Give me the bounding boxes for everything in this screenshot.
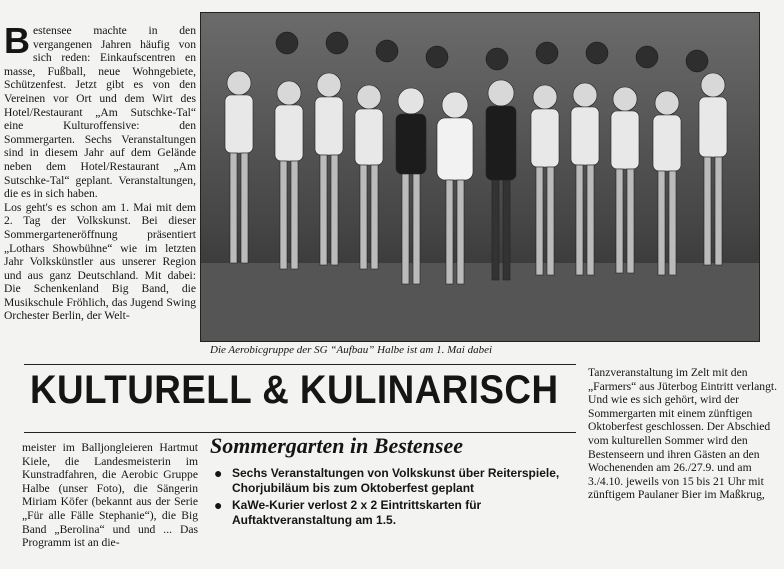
bullet-item xyxy=(214,466,586,496)
right-paragraph-1: Tanzveranstaltung im Zelt mit den „Farmers“ aus Jüterbog Eintritt verlangt. xyxy=(588,366,777,393)
aerobic-group-photo xyxy=(200,12,760,342)
paragraph-2: Los geht's es schon am 1. Mai mit dem 2. Tag der Volkskunst. Bei dieser Sommergarteneröffnung präsentiert „Lothars Showbühne“ wie im letzten Jahr Volkskünstler aus unserer Region und aus ganz Deutschland. Mit dabei: Die Schenkenland Big Band, die Musikschule Fröhlich, das Jugend Swing Orchester Berlin, der Welt- xyxy=(4,200,196,323)
photo-illustration xyxy=(201,13,759,341)
intro-paragraph xyxy=(4,20,196,201)
subheadline: Sommergarten in Bestensee xyxy=(210,433,464,458)
bullet-dot-icon: ● xyxy=(214,465,223,481)
bullet-list xyxy=(214,466,586,530)
headline: KULTURELL & KULINARISCH xyxy=(30,368,559,412)
headline-top-rule xyxy=(24,364,576,365)
paragraph-3: meister im Balljongleieren Hartmut Kiele, die Landesmeisterin im Kunstradfahren, die Aerobic Gruppe Halbe (unser Foto), die Sängerin Miriam Köfer (bekannt aus der Serie „Für alle Fälle Stephanie“), die Big Band „Berolina“ und und ... Das Programm ist an die- xyxy=(22,441,198,550)
bullet-dot-icon: ● xyxy=(214,497,223,513)
right-column xyxy=(588,366,778,502)
intro-column xyxy=(4,20,196,323)
drop-cap: B xyxy=(4,20,30,61)
intro-text: estensee machte in den vergangenen Jahren häufig von sich reden: Einkaufscentren en masse, Fußball, neue Wohngebiete, Schützenfest. Jetzt gibt es von den Vereinen vor Ort und dem Wirt des Hotel/Restaurant „Am Sutschke-Tal“ eine Kulturoffensive: den Sommergarten. Sechs Veranstaltungen sind in diesem Jahr auf dem Gelände neben dem Hotel/Restaurant „Am Sutschke-Tal“ geplant. Veranstaltungen, die es in sich haben. xyxy=(4,24,196,201)
photo-caption: Die Aerobicgruppe der SG “Aufbau” Halbe ist am 1. Mai dabei xyxy=(210,344,493,356)
bullet-text: KaWe-Kurier verlost 2 x 2 Eintrittskarten für Auftaktveranstaltung am 1.5. xyxy=(232,498,482,527)
bullet-text: Sechs Veranstaltungen von Volkskunst über Reiterspiele, Chorjubiläum bis zum Oktoberfest geplant xyxy=(232,466,560,495)
right-paragraph-2: Und wie es sich gehört, wird der Sommergarten mit einem zünftigen Oktoberfest geschlossen. Der Abschied vom kulturellen Sommer wird den Bestenseern und ihren Gästen an den Wochenenden am 26./27.9. und am 3./4.10. jeweils von 15 bis 21 Uhr mit zünftigem Paulaner Bier im Maßkrug, xyxy=(588,393,771,502)
bullet-item xyxy=(214,498,586,528)
